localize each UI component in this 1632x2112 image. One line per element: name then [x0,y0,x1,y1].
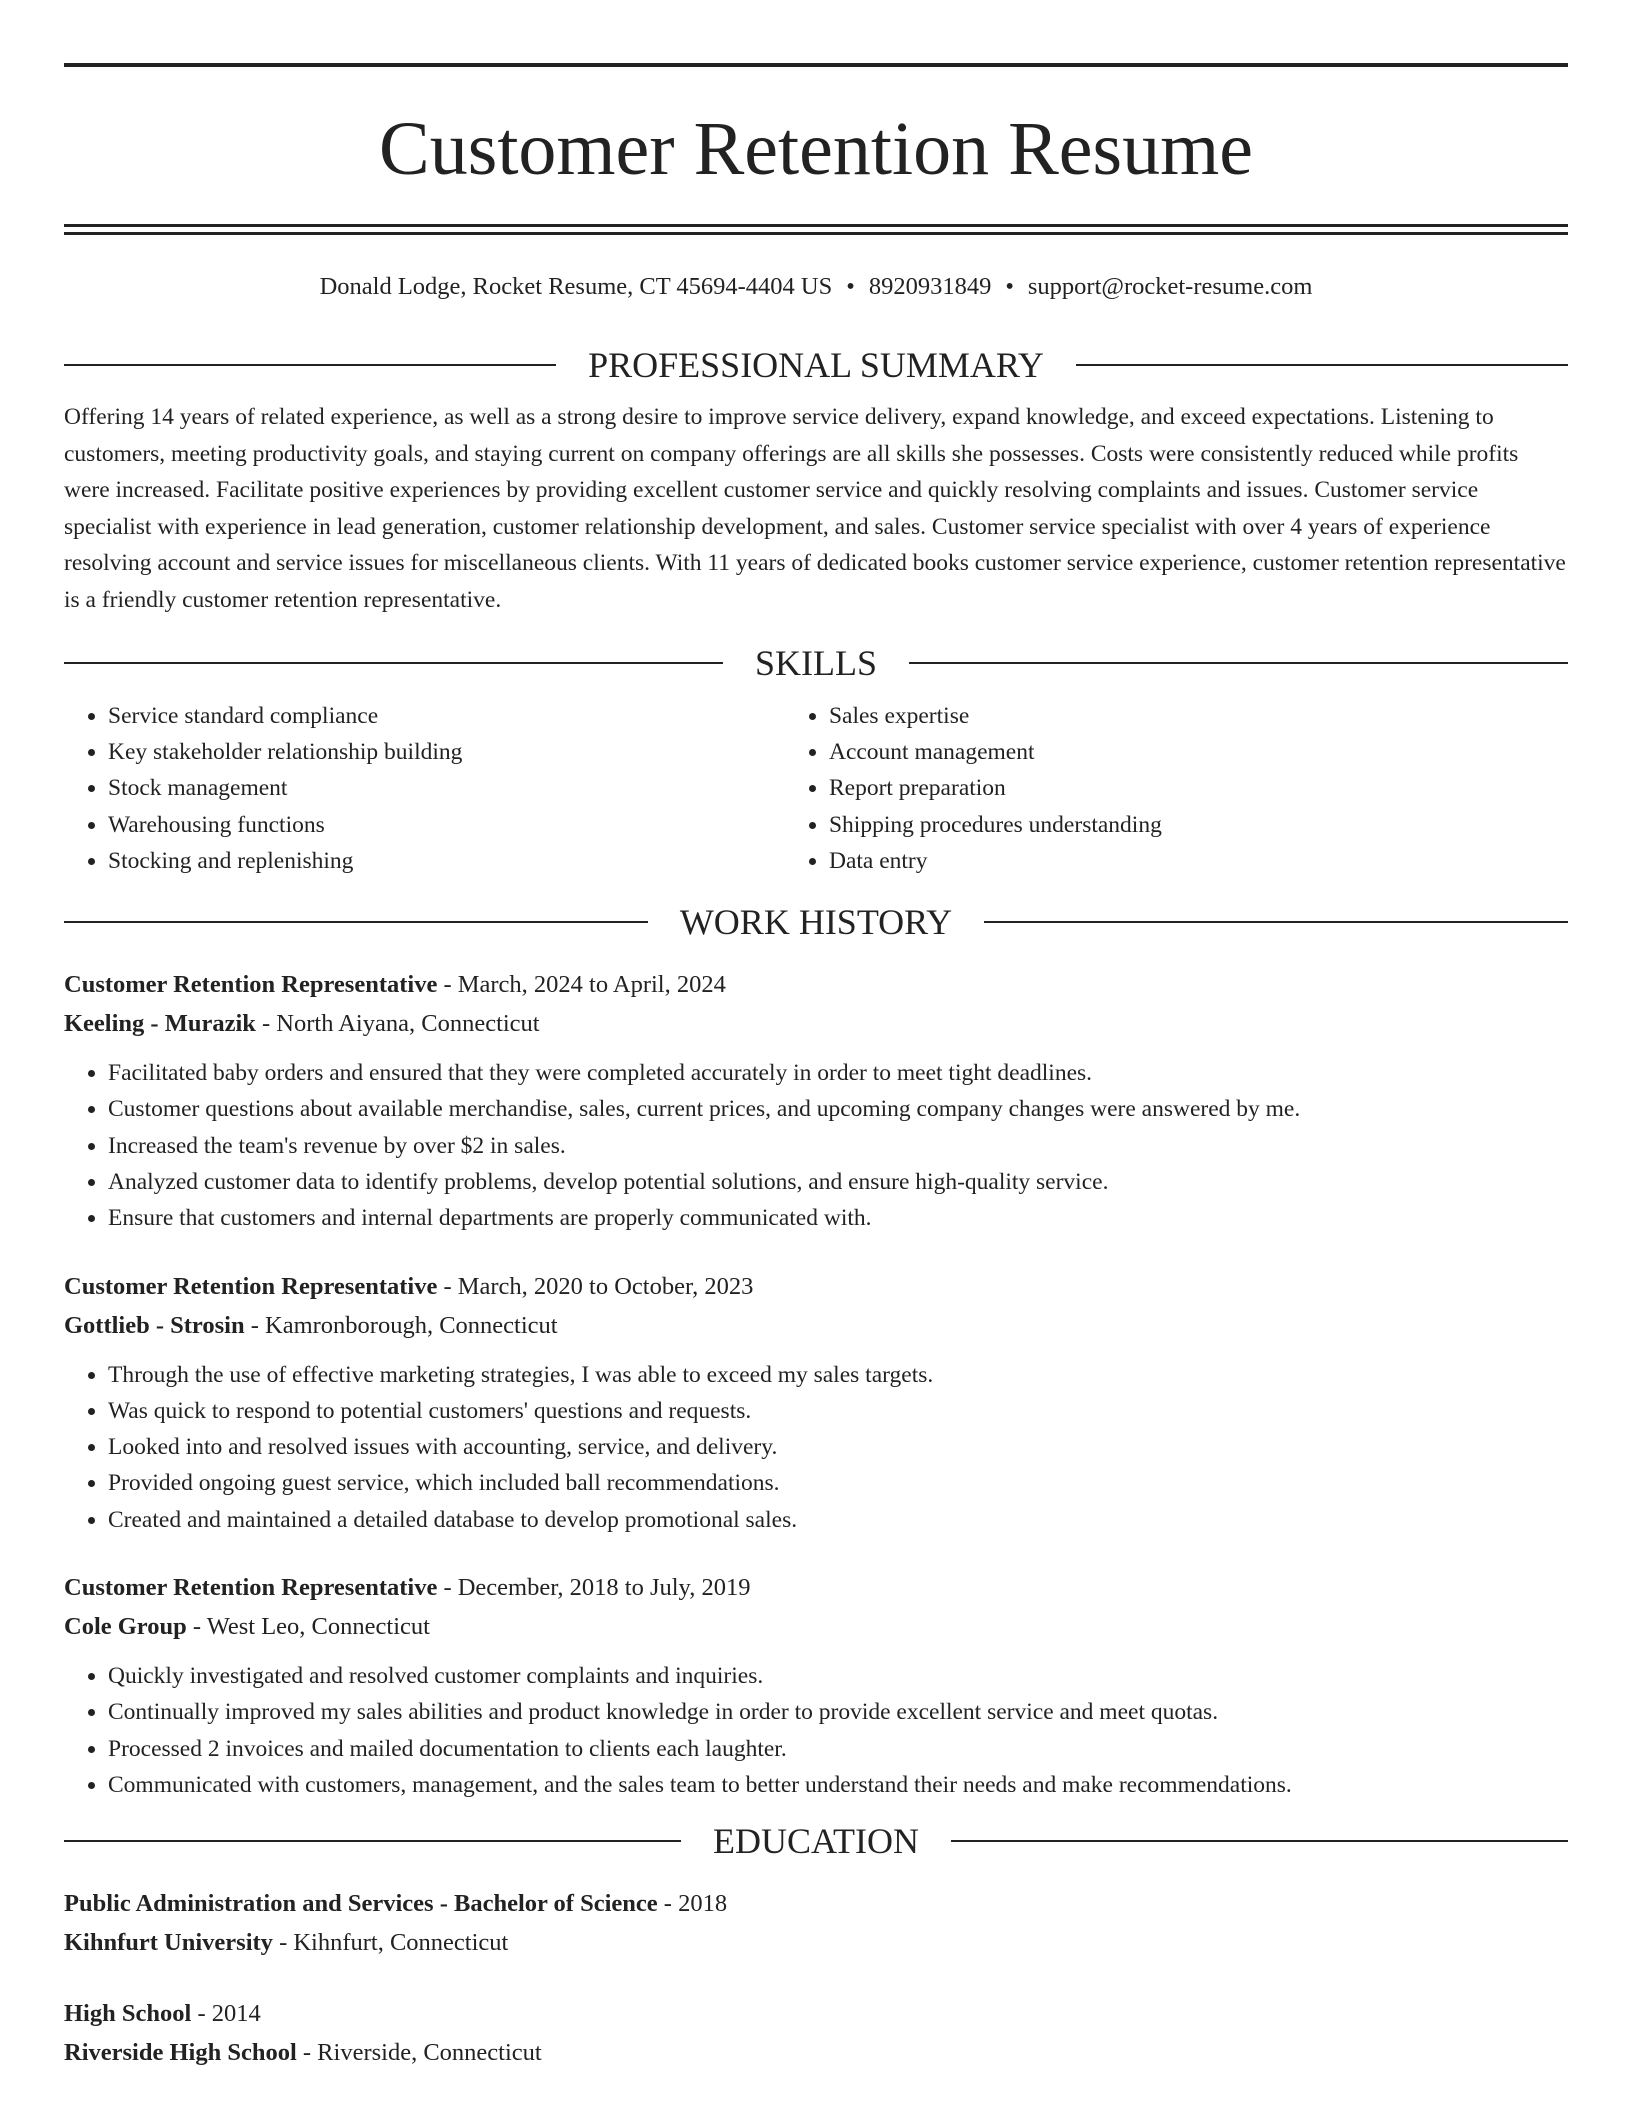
divider-line [1076,364,1568,366]
job-bullets [64,1658,1568,1803]
job-entry [64,1267,1568,1538]
job-bullet: • Continually improved my sales abilities and product knowledge in order to provide excellent service and meet quotas. [108,1694,1568,1730]
job-bullet: • Analyzed customer data to identify problems, develop potential solutions, and ensure high-quality service. [108,1164,1568,1200]
job-title-line [64,1267,1568,1306]
skills-list [64,698,1568,879]
job-dates: - March, 2020 to October, 2023 [437,1272,754,1300]
skills-heading-label: SKILLS [755,643,878,683]
skill-item: • Warehousing functions [108,807,785,843]
skill-item: • Key stakeholder relationship building [108,734,785,770]
job-bullet: • Created and maintained a detailed database to develop promotional sales. [108,1502,1568,1538]
summary-text: Offering 14 years of related experience, as well as a strong desire to improve service delivery, expand knowledge, and exceed expectations. Listening to customers, meeting productivity goals, and staying current on company offerings are all skills she possesses. Costs were consistently reduced while profits were increased. Facilitate positive experiences by providing excellent customer service and quickly resolving complaints and issues. Customer service specialist with experience in lead generation, customer relationship development, and sales. Customer service specialist with over 4 years of experience resolving account and service issues for miscellaneous clients. With 11 years of dedicated books customer service experience, customer retention representative is a friendly customer retention representative. [64,404,1566,613]
divider-line [64,662,723,664]
education-school: Kihnfurt University [64,1929,273,1957]
education-location: - Riverside, Connecticut [296,2039,542,2067]
job-location: - North Aiyana, Connecticut [255,1010,540,1038]
job-bullet: • Processed 2 invoices and mailed documentation to clients each laughter. [108,1731,1568,1767]
contact-separator: • [1005,273,1014,300]
education-entry [64,1994,1568,2072]
job-title-line [64,1568,1568,1607]
job-bullet: • Increased the team's revenue by over $2 in sales. [108,1128,1568,1164]
job-title: Customer Retention Representative [64,971,438,999]
skill-item: • Service standard compliance [108,698,785,734]
work-section-heading [64,899,1568,945]
job-bullet: • Provided ongoing guest service, which included ball recommendations. [108,1465,1568,1501]
job-bullet: • Facilitated baby orders and ensured that they were completed accurately in order to meet tight deadlines. [108,1055,1568,1091]
job-bullets [64,1357,1568,1538]
job-bullet: • Was quick to respond to potential customers' questions and requests. [108,1393,1568,1429]
job-company-line [64,1607,1568,1646]
divider-line [984,921,1568,923]
summary-section-heading [64,342,1568,388]
education-degree: High School [64,2000,192,2028]
job-bullet: • Customer questions about available merchandise, sales, current prices, and upcoming company changes were answered by me. [108,1091,1568,1127]
education-degree: Public Administration and Services - Bachelor of Science [64,1890,658,1918]
skills-column-left [64,698,785,879]
skill-item: • Stocking and replenishing [108,843,785,879]
education-section-heading [64,1818,1568,1864]
job-company: Gottlieb - Strosin [64,1311,245,1339]
job-bullet: • Ensure that customers and internal departments are properly communicated with. [108,1200,1568,1236]
skills-column-right [785,698,1568,879]
contact-line [64,271,1568,303]
job-bullet: • Looked into and resolved issues with accounting, service, and delivery. [108,1429,1568,1465]
skill-item: • Data entry [829,843,1568,879]
contact-phone: 8920931849 [868,273,992,300]
job-company-line [64,1004,1568,1043]
skills-section-heading [64,640,1568,686]
contact-address: Donald Lodge, Rocket Resume, CT 45694-4404 US [319,273,833,300]
job-company-line [64,1306,1568,1345]
education-year: - 2014 [191,2000,261,2028]
resume-title: Customer Retention Resume [379,107,1253,191]
education-entry [64,1884,1568,1962]
education-degree-line [64,1884,1568,1923]
job-dates: - December, 2018 to July, 2019 [437,1573,751,1601]
divider-line [951,1840,1568,1842]
job-bullet: • Communicated with customers, management, and the sales team to better understand their needs and make recommendations. [108,1767,1568,1803]
skill-item: • Sales expertise [829,698,1568,734]
job-entry [64,1568,1568,1803]
divider-line [64,364,556,366]
job-dates: - March, 2024 to April, 2024 [437,971,726,999]
divider-line [64,1840,681,1842]
job-company: Keeling - Murazik [64,1010,256,1038]
job-bullet: • Through the use of effective marketing strategies, I was able to exceed my sales targets. [108,1357,1568,1393]
skill-item: • Shipping procedures understanding [829,807,1568,843]
job-company: Cole Group [64,1612,187,1640]
job-location: - Kamronborough, Connecticut [244,1311,558,1339]
job-bullet: • Quickly investigated and resolved customer complaints and inquiries. [108,1658,1568,1694]
job-entry [64,965,1568,1236]
education-year: - 2018 [657,1890,728,1918]
work-heading-label: WORK HISTORY [679,902,953,943]
job-bullets [64,1055,1568,1236]
education-school: Riverside High School [64,2039,297,2067]
resume-page [64,0,1568,2072]
job-title: Customer Retention Representative [64,1573,438,1601]
divider-line [909,662,1568,664]
job-title-line [64,965,1568,1004]
top-rule [64,63,1568,67]
education-heading-label: EDUCATION [713,1821,919,1862]
job-location: - West Leo, Connecticut [186,1612,430,1640]
education-location: - Kihnfurt, Connecticut [272,1929,509,1957]
education-degree-line [64,1994,1568,2033]
skill-item: • Stock management [108,770,785,806]
education-school-line [64,2033,1568,2072]
skill-item: • Report preparation [829,770,1568,806]
education-school-line [64,1923,1568,1962]
contact-separator: • [846,273,855,300]
divider-line [64,921,648,923]
summary-heading-label: PROFESSIONAL SUMMARY [588,345,1044,385]
title-double-rule [64,224,1568,235]
skill-item: • Account management [829,734,1568,770]
contact-email: support@rocket-resume.com [1027,273,1313,300]
job-title: Customer Retention Representative [64,1272,438,1300]
